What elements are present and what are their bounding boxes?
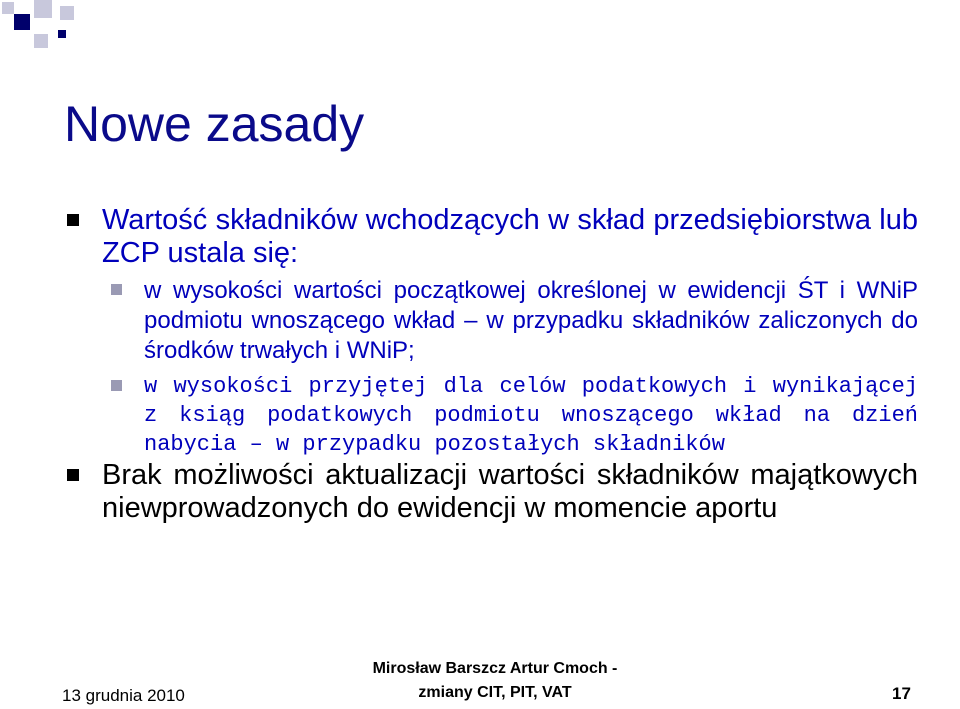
deco-square [34, 34, 48, 48]
deco-square [2, 2, 14, 14]
bullet-text: w wysokości przyjętej dla celów podatkowych i wynikającej z ksiąg podatkowych podmiotu wnoszącego wkład na dzień nabycia – w przypadku pozostałych składników [144, 374, 918, 457]
bullet-text: Wartość składników wchodzących w skład przedsiębiorstwa lub ZCP ustala się: [102, 204, 918, 269]
page-number: 17 [892, 684, 911, 703]
deco-square [14, 14, 30, 30]
square-bullet-icon [111, 284, 122, 295]
square-bullet-icon [67, 469, 79, 481]
bullet-text: w wysokości wartości początkowej określonej w ewidencji ŚT i WNiP podmiotu wnoszącego wkład – w przypadku składników zaliczonych do środków trwałych i WNiP; [144, 277, 918, 364]
footer-date: 13 grudnia 2010 [62, 686, 185, 705]
deco-square [34, 0, 52, 18]
deco-square [58, 30, 66, 38]
sub-bullet-item-2 [66, 372, 918, 459]
bullet-text: Brak możliwości aktualizacji wartości składników majątkowych niewprowadzonych do ewidencji w momencie aportu [102, 459, 918, 524]
bullet-item-1 [66, 204, 918, 270]
footer-author-line-1: Mirosław Barszcz Artur Cmoch - [372, 660, 618, 677]
sub-bullet-item-1 [66, 276, 918, 366]
slide-title: Nowe zasady [64, 96, 365, 152]
slide-content [66, 204, 918, 525]
deco-square [60, 6, 74, 20]
decorative-header [0, 0, 960, 60]
bullet-item-2 [66, 459, 918, 525]
footer-author-line-2: zmiany CIT, PIT, VAT [418, 684, 572, 701]
footer-author [365, 657, 625, 705]
square-bullet-icon [111, 380, 122, 391]
square-bullet-icon [67, 214, 79, 226]
